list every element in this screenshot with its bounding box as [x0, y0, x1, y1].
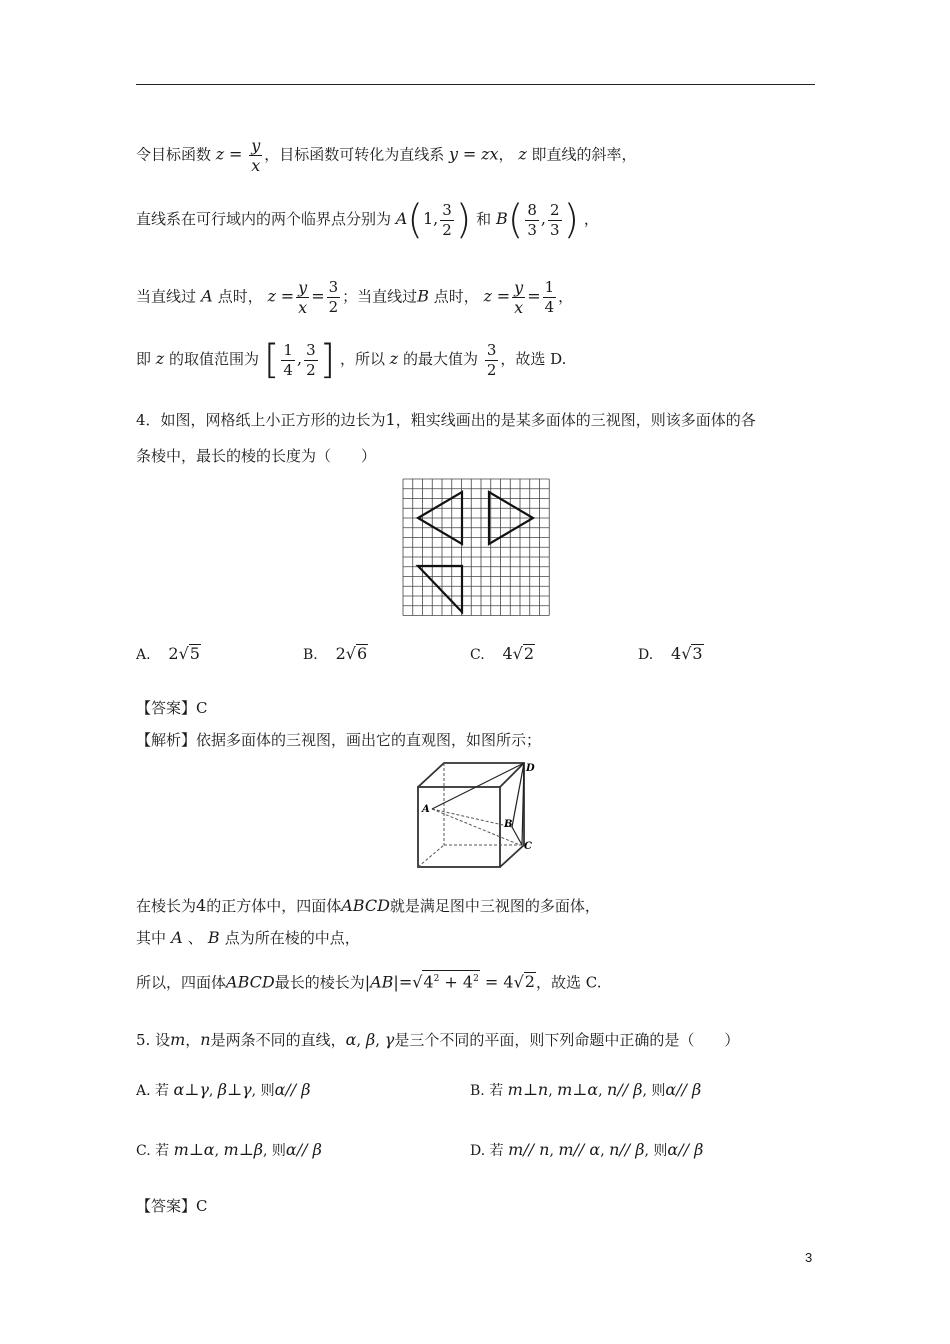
- paragraph-objective: 令目标函数 z = $\frac{y}{x}$ ，目标函数可转化为直线系 y = zx， z 即直线的斜率，: [136, 136, 637, 175]
- paragraph-range: 即 z 的取值范围为 [ $\frac{1}{4}$ , $\frac{3}{2}$ ] ，所以 z 的最大值为 $\frac{3}{2}$ ，故选 D.: [136, 337, 567, 383]
- q4-option-b[interactable]: B. 2√6: [303, 644, 368, 663]
- q4-analysis: 【解析】依据多面体的三视图，画出它的直观图，如图所示；: [136, 731, 542, 749]
- paragraph-values: 当直线过 A 点时， z = $\frac{y}{x}$ = $\frac{3}{2}$ ；当直线过B 点时， z = $\frac{y}{x}$ = $\frac{1}{4}$ ，: [136, 278, 574, 317]
- fraction-y-over-x: $\frac{y}{x}$: [251, 136, 261, 175]
- q5-option-c[interactable]: C. 若 m⊥α, m⊥β, 则α// β: [136, 1140, 322, 1159]
- q4-option-d[interactable]: D. 4√3: [638, 644, 703, 663]
- q5-option-a[interactable]: A. 若 α⊥γ, β⊥γ, 则α// β: [136, 1080, 311, 1099]
- q5-answer: 【答案】C: [136, 1197, 208, 1215]
- cube-label-d: D: [526, 763, 535, 774]
- cube-figure: [410, 757, 540, 872]
- q4-solution-line2: 其中 A 、 B 点为所在棱的中点，: [136, 928, 360, 947]
- q5-option-d[interactable]: D. 若 m// n, m// α, n// β, 则α// β: [470, 1140, 704, 1159]
- q4-option-a[interactable]: A. 2√5: [136, 644, 200, 663]
- three-view-grid-figure: [402, 478, 550, 618]
- q4-option-c[interactable]: C. 4√2: [470, 644, 535, 663]
- cube-label-c: C: [524, 841, 532, 852]
- q4-answer: 【答案】C: [136, 699, 208, 717]
- cube-label-a: A: [422, 804, 430, 815]
- cube-label-b: B: [504, 819, 513, 830]
- q4-stem-line2: 条棱中，最长的棱的长度为（ ）: [136, 447, 377, 465]
- q5-stem: 5. 设m，n是两条不同的直线，α, β, γ是三个不同的平面，则下列命题中正确的是（ ）: [136, 1030, 740, 1049]
- q5-option-b[interactable]: B. 若 m⊥n, m⊥α, n// β, 则α// β: [470, 1080, 702, 1099]
- q4-solution-line3: 所以，四面体ABCD最长的棱长为$|AB|=√4^2 + 4^2 = 4√2$，故选 C.: [136, 970, 601, 992]
- header-rule: [136, 84, 815, 85]
- paragraph-critical-points: 直线系在可行域内的两个临界点分别为 A(1, $\frac{3}{2}$ ) 和 B( $\frac{8}{3}$ , $\frac{2}{3}$ ) ，: [136, 197, 599, 243]
- q4-solution-line1: 在棱长为4的正方体中，四面体ABCD就是满足图中三视图的多面体，: [136, 896, 600, 915]
- q4-stem-line1: 4．如图，网格纸上小正方形的边长为1，粗实线画出的是某多面体的三视图，则该多面体的各: [136, 410, 756, 429]
- page-number: 3: [805, 1250, 813, 1265]
